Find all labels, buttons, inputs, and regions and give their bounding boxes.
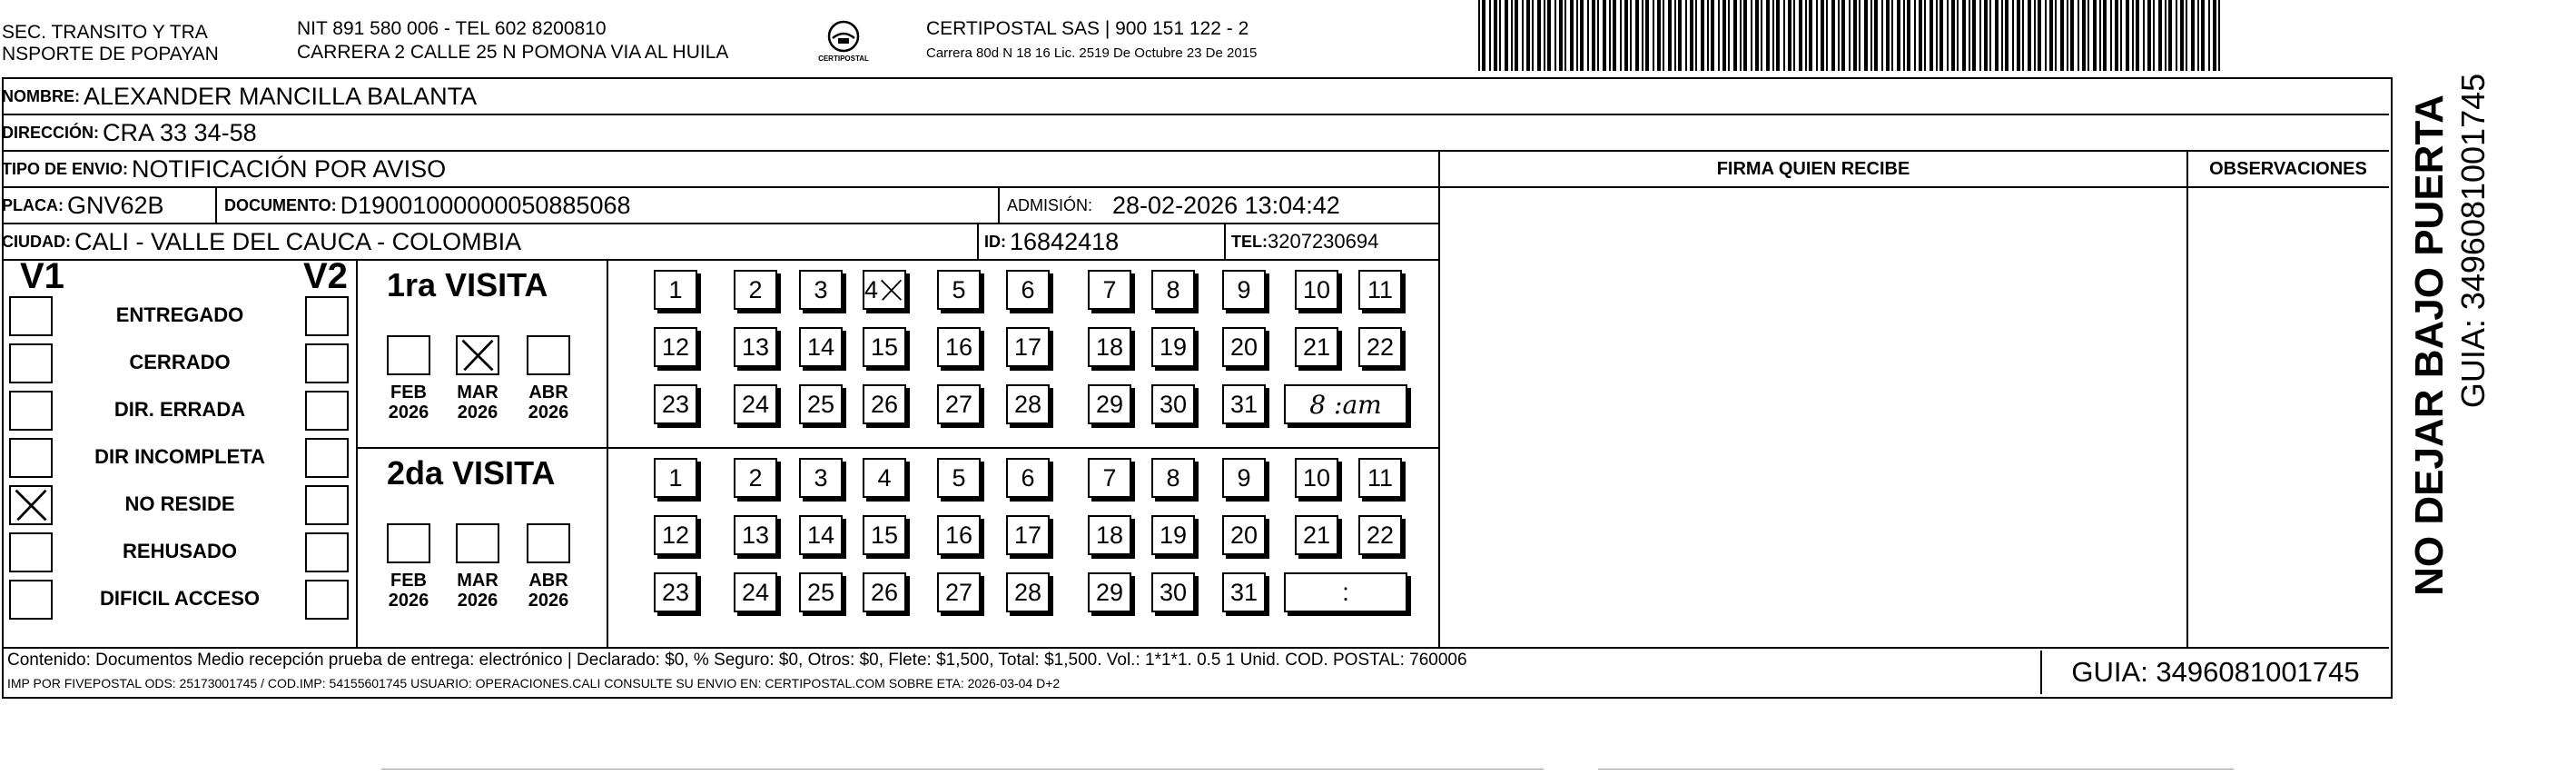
document-label: DOCUMENTO: bbox=[224, 195, 337, 214]
recipient-name: ALEXANDER MANCILLA BALANTA bbox=[84, 82, 478, 110]
admission-label: ADMISIÓN: bbox=[1007, 195, 1093, 214]
admission-cell bbox=[1000, 188, 1436, 223]
courier-name: CERTIPOSTAL SAS | 900 151 122 - 2 bbox=[926, 18, 1249, 39]
day-box[interactable]: 5 bbox=[937, 270, 981, 310]
day-box[interactable]: 4 bbox=[863, 270, 906, 310]
admission-value: 28-02-2026 13:04:42 bbox=[1112, 191, 1340, 219]
visit-title: 1ra VISITA bbox=[387, 266, 548, 303]
address-line: CARRERA 2 CALLE 25 N POMONA VIA AL HUILA bbox=[297, 42, 729, 63]
day-box[interactable]: 21 bbox=[1295, 515, 1338, 555]
day-box[interactable]: 12 bbox=[654, 515, 697, 555]
month-checkbox[interactable] bbox=[387, 335, 430, 375]
v2-label: V2 bbox=[303, 256, 348, 296]
day-box[interactable]: 29 bbox=[1088, 384, 1131, 424]
day-box[interactable]: 8 bbox=[1151, 458, 1195, 498]
v2-checkbox[interactable] bbox=[305, 343, 349, 383]
day-box[interactable]: 3 bbox=[799, 270, 843, 310]
v1-label: V1 bbox=[20, 256, 64, 296]
day-box[interactable]: 15 bbox=[863, 515, 906, 555]
month-checkbox[interactable] bbox=[527, 335, 570, 375]
month-checkbox[interactable] bbox=[387, 523, 430, 563]
day-box[interactable]: 4 bbox=[863, 458, 906, 498]
day-box[interactable]: 26 bbox=[863, 384, 906, 424]
day-box[interactable]: 24 bbox=[734, 384, 777, 424]
day-box[interactable]: 18 bbox=[1088, 327, 1131, 367]
day-box[interactable]: 25 bbox=[799, 384, 843, 424]
day-box[interactable]: 6 bbox=[1006, 458, 1050, 498]
day-box[interactable]: 21 bbox=[1295, 327, 1338, 367]
month-label: FEB 2026 bbox=[388, 383, 429, 422]
month-label: MAR 2026 bbox=[457, 383, 498, 422]
v1-checkbox[interactable] bbox=[9, 485, 53, 525]
day-box[interactable]: 19 bbox=[1151, 515, 1195, 555]
month-label: ABR 2026 bbox=[528, 383, 569, 422]
day-box[interactable]: 5 bbox=[937, 458, 981, 498]
logo-caption: CERTIPOSTAL bbox=[818, 55, 869, 63]
status-label: CERRADO bbox=[129, 351, 231, 373]
month-checkbox[interactable] bbox=[456, 335, 499, 375]
day-box[interactable]: 17 bbox=[1006, 327, 1050, 367]
day-box[interactable]: 29 bbox=[1088, 572, 1131, 612]
v1-checkbox[interactable] bbox=[9, 296, 53, 336]
day-box[interactable]: 14 bbox=[799, 515, 843, 555]
day-box[interactable]: 31 bbox=[1222, 384, 1266, 424]
id-label: ID: bbox=[984, 232, 1006, 251]
status-label: ENTREGADO bbox=[115, 303, 244, 326]
observations-header: OBSERVACIONES bbox=[2209, 159, 2367, 179]
day-box[interactable]: 26 bbox=[863, 572, 906, 612]
v2-checkbox[interactable] bbox=[305, 580, 349, 620]
day-box[interactable]: 20 bbox=[1222, 515, 1266, 555]
id-value: 16842418 bbox=[1010, 227, 1120, 255]
day-box[interactable]: 15 bbox=[863, 327, 906, 367]
sender-line-2: NSPORTE DE POPAYAN bbox=[2, 44, 219, 65]
day-box[interactable]: 17 bbox=[1006, 515, 1050, 555]
day-box[interactable]: 27 bbox=[937, 384, 981, 424]
barcode bbox=[1478, 0, 2225, 71]
v1-checkbox[interactable] bbox=[9, 343, 53, 383]
status-label: DIR. ERRADA bbox=[114, 398, 246, 421]
v1-checkbox[interactable] bbox=[9, 391, 53, 431]
recipient-address: CRA 33 34-58 bbox=[103, 118, 257, 146]
name-label: NOMBRE: bbox=[2, 86, 80, 105]
day-box[interactable]: 10 bbox=[1295, 270, 1338, 310]
day-box[interactable]: 22 bbox=[1358, 515, 1402, 555]
month-checkbox[interactable] bbox=[527, 523, 570, 563]
day-box[interactable]: 8 bbox=[1151, 270, 1195, 310]
content-line: Contenido: Documentos Medio recepción prueba de entrega: electrónico | Declarado: $0, % Seguro: $0, Otros: $0, Flete: $1,500, Total: $1,500. Vol.: 1*1*1. 0.5 1 Unid. COD. POSTAL: 760006 bbox=[7, 651, 1467, 670]
v1-checkbox[interactable] bbox=[9, 532, 53, 572]
status-label: DIFICIL ACCESO bbox=[99, 587, 260, 610]
city-value: CALI - VALLE DEL CAUCA - COLOMBIA bbox=[74, 227, 522, 255]
day-box[interactable]: 23 bbox=[654, 572, 697, 612]
side-guide: GUIA: 3496081001745 bbox=[2454, 73, 2492, 409]
day-box[interactable]: 11 bbox=[1358, 458, 1402, 498]
month-label: FEB 2026 bbox=[388, 571, 429, 611]
courier-license: Carrera 80d N 18 16 Lic. 2519 De Octubre 23 De 2015 bbox=[926, 45, 1258, 61]
send-type-label: TIPO DE ENVIO: bbox=[2, 159, 129, 178]
courier-logo bbox=[811, 18, 876, 69]
day-box[interactable]: 9 bbox=[1222, 270, 1266, 310]
day-box[interactable]: 6 bbox=[1006, 270, 1050, 310]
day-box[interactable]: 2 bbox=[734, 458, 777, 498]
day-box[interactable]: 27 bbox=[937, 572, 981, 612]
day-box[interactable]: 28 bbox=[1006, 572, 1050, 612]
v2-checkbox[interactable] bbox=[305, 532, 349, 572]
address-label: DIRECCIÓN: bbox=[2, 123, 99, 142]
day-box[interactable]: 13 bbox=[734, 327, 777, 367]
month-label: ABR 2026 bbox=[528, 571, 569, 611]
tel-value: 3207230694 bbox=[1268, 230, 1379, 253]
day-box[interactable]: 7 bbox=[1088, 458, 1131, 498]
day-box[interactable]: 10 bbox=[1295, 458, 1338, 498]
day-box[interactable]: 28 bbox=[1006, 384, 1050, 424]
v1-checkbox[interactable] bbox=[9, 438, 53, 478]
day-box[interactable]: 9 bbox=[1222, 458, 1266, 498]
tel-label: TEL: bbox=[1231, 232, 1268, 251]
id-cell bbox=[979, 224, 1224, 259]
month-checkbox[interactable] bbox=[456, 523, 499, 563]
day-box[interactable]: 31 bbox=[1222, 572, 1266, 612]
sender-line-1: SEC. TRANSITO Y TRA bbox=[2, 22, 208, 43]
day-box[interactable]: 18 bbox=[1088, 515, 1131, 555]
day-box[interactable]: 25 bbox=[799, 572, 843, 612]
nit-line: NIT 891 580 006 - TEL 602 8200810 bbox=[297, 18, 607, 39]
signature-header: FIRMA QUIEN RECIBE bbox=[1716, 159, 1910, 179]
day-box[interactable]: 22 bbox=[1358, 327, 1402, 367]
day-box[interactable]: 2 bbox=[734, 270, 777, 310]
day-box[interactable]: 23 bbox=[654, 384, 697, 424]
name-row bbox=[2, 79, 2389, 115]
v2-checkbox[interactable] bbox=[305, 296, 349, 336]
day-box[interactable]: 3 bbox=[799, 458, 843, 498]
month-label: MAR 2026 bbox=[457, 571, 498, 611]
day-box[interactable]: 7 bbox=[1088, 270, 1131, 310]
day-box[interactable]: 14 bbox=[799, 327, 843, 367]
day-box[interactable]: 20 bbox=[1222, 327, 1266, 367]
side-warning: NO DEJAR BAJO PUERTA bbox=[2407, 94, 2452, 596]
side-warning-container bbox=[2404, 68, 2455, 622]
document-value: D19001000000050885068 bbox=[340, 191, 631, 219]
day-box[interactable]: 11 bbox=[1358, 270, 1402, 310]
city-label: CIUDAD: bbox=[2, 232, 71, 251]
day-box[interactable]: 12 bbox=[654, 327, 697, 367]
day-box[interactable]: 16 bbox=[937, 327, 981, 367]
status-label: REHUSADO bbox=[123, 540, 237, 562]
day-box[interactable]: 1 bbox=[654, 458, 697, 498]
v2-checkbox[interactable] bbox=[305, 391, 349, 431]
send-type: NOTIFICACIÓN POR AVISO bbox=[132, 154, 447, 183]
guide-box: GUIA: 3496081001745 bbox=[2040, 651, 2389, 694]
v2-checkbox[interactable] bbox=[305, 485, 349, 525]
day-box[interactable]: 30 bbox=[1151, 572, 1195, 612]
v2-checkbox[interactable] bbox=[305, 438, 349, 478]
document-cell bbox=[217, 188, 998, 223]
day-box[interactable]: 19 bbox=[1151, 327, 1195, 367]
day-box[interactable]: 13 bbox=[734, 515, 777, 555]
imp-line: IMP POR FIVEPOSTAL ODS: 25173001745 / COD.IMP: 54155601745 USUARIO: OPERACIONES.CALI CONSULTE SU ENVIO EN: CERTIPOSTAL.COM SOBRE ETA: 2026-03-04 D+2 bbox=[7, 676, 1061, 691]
send-type-row bbox=[2, 152, 1440, 188]
day-box[interactable]: 1 bbox=[654, 270, 697, 310]
plate-label: PLACA: bbox=[2, 195, 64, 214]
plate-value: GNV62B bbox=[67, 191, 164, 219]
time-box[interactable]: 8 :am bbox=[1284, 384, 1407, 424]
v1-checkbox[interactable] bbox=[9, 580, 53, 620]
address-row bbox=[2, 115, 2389, 152]
visit-title: 2da VISITA bbox=[387, 454, 556, 492]
day-box[interactable]: 24 bbox=[734, 572, 777, 612]
day-box[interactable]: 16 bbox=[937, 515, 981, 555]
status-label: NO RESIDE bbox=[124, 492, 235, 515]
time-box[interactable]: : bbox=[1284, 572, 1407, 612]
status-label: DIR INCOMPLETA bbox=[94, 445, 265, 468]
day-box[interactable]: 30 bbox=[1151, 384, 1195, 424]
tel-cell bbox=[1226, 224, 1436, 259]
side-guide-container bbox=[2455, 68, 2492, 622]
